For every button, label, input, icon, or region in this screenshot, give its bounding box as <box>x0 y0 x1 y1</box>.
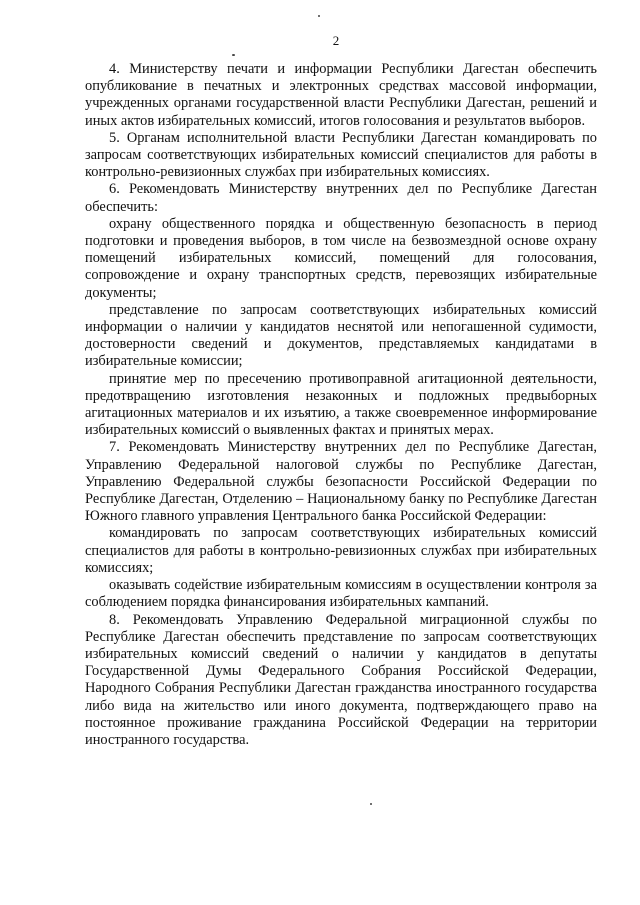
document-body <box>85 61 597 749</box>
paragraph-item-6: 6. Рекомендовать Министерству внутренних дел по Республике Дагестан обеспечить: <box>85 181 597 215</box>
paragraph-subitem: командировать по запросам соответствующих избирательных комиссий специалистов для работы в контрольно-ревизионных службах при избирательных комиссиях; <box>85 525 597 576</box>
scan-speck <box>370 803 372 805</box>
scan-speck <box>232 54 235 56</box>
paragraph-subitem: охрану общественного порядка и общественную безопасность в период подготовки и проведения выборов, в том числе на безвозмездной основе охрану помещений избирательных комиссий, помещений для голосования, сопровождение и охрану транспортных средств, перевозящих избирательные документы; <box>85 215 597 301</box>
paragraph-subitem: представление по запросам соответствующих избирательных комиссий информации о наличии у кандидатов неснятой или непогашенной судимости, достоверности сведений и документов, представляемых кандидатами в избирательные комиссии; <box>85 301 597 370</box>
scan-speck <box>318 15 320 17</box>
paragraph-item-8: 8. Рекомендовать Управлению Федеральной миграционной службы по Республике Дагестан обеспечить представление по запросам соответствующих избирательных комиссий сведений о наличии у кандидатов в депутаты Государственной Думы Федерального Собрания Российской Федерации, Народного Собрания Республики Дагестан гражданства иностранного государства либо вида на жительство или иного документа, подтверждающего право на постоянное проживание гражданина Российской Федерации на территории иностранного государства. <box>85 611 597 748</box>
paragraph-subitem: принятие мер по пресечению противоправной агитационной деятельности, предотвращению изготовления незаконных и подложных предвыборных агитационных материалов и их изъятию, а также своевременное информирование избирательных комиссий о выявленных фактах и принятых мерах. <box>85 370 597 439</box>
page-number: 2 <box>332 33 340 48</box>
paragraph-item-4: 4. Министерству печати и информации Республики Дагестан обеспечить опубликование в печатных и электронных средствах массовой информации, учрежденных органами государственной власти Республики Дагестан, решений и иных актов избирательных комиссий, итогов голосования и результатов выборов. <box>85 61 597 129</box>
paragraph-subitem: оказывать содействие избирательным комиссиям в осуществлении контроля за соблюдением порядка финансирования избирательных кампаний. <box>85 577 597 611</box>
paragraph-item-7: 7. Рекомендовать Министерству внутренних дел по Республике Дагестан, Управлению Федеральной налоговой службы по Республике Дагестан, Управлению Федеральной службы безопасности Российской Федерации по Республике Дагестан, Отделению – Национальному банку по Республике Дагестан Южного главного управления Центрального банка Российской Федерации: <box>85 439 597 525</box>
paragraph-item-5: 5. Органам исполнительной власти Республики Дагестан командировать по запросам соответствующих избирательных комиссий специалистов для работы в контрольно-ревизионных службах при избирательных комиссиях. <box>85 129 597 181</box>
